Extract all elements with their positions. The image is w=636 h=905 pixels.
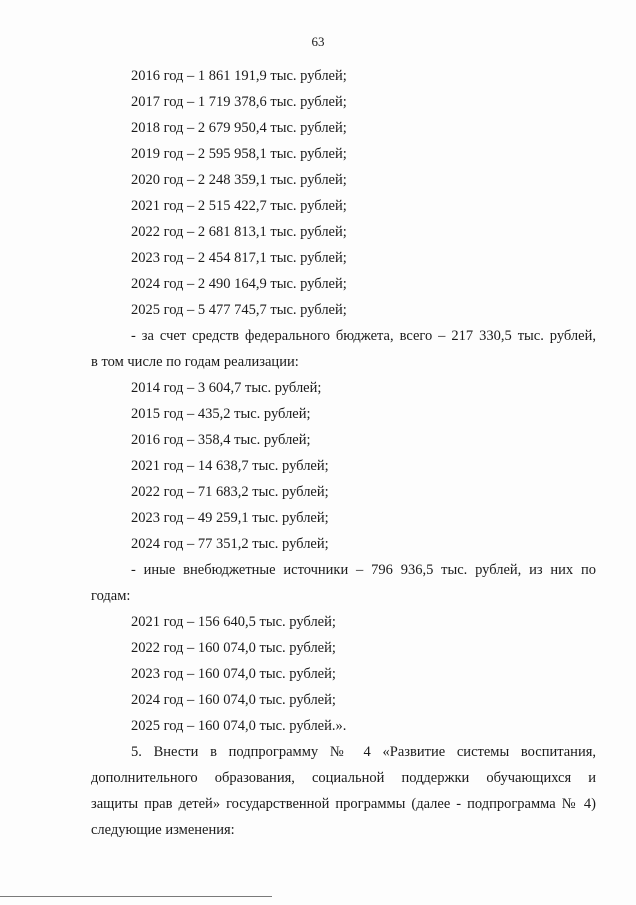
text-line: 2019 год – 2 595 958,1 тыс. рублей;: [131, 146, 347, 162]
text-line: годам:: [91, 588, 131, 604]
text-line: защиты прав детей» государственной программы (далее - подпрограмма № 4): [91, 796, 596, 812]
text-line: 2021 год – 14 638,7 тыс. рублей;: [131, 458, 329, 474]
text-line: 2023 год – 160 074,0 тыс. рублей;: [131, 666, 336, 682]
document-body: [91, 63, 596, 843]
text-line: 2024 год – 160 074,0 тыс. рублей;: [131, 692, 336, 708]
text-line: 2022 год – 2 681 813,1 тыс. рублей;: [131, 224, 347, 240]
text-line: 2023 год – 2 454 817,1 тыс. рублей;: [131, 250, 347, 266]
text-line: следующие изменения:: [91, 822, 235, 838]
text-line: в том числе по годам реализации:: [91, 354, 299, 370]
text-line: 2022 год – 160 074,0 тыс. рублей;: [131, 640, 336, 656]
text-line: 2025 год – 5 477 745,7 тыс. рублей;: [131, 302, 347, 318]
page-number: 63: [311, 34, 325, 49]
text-line: 2021 год – 2 515 422,7 тыс. рублей;: [131, 198, 347, 214]
text-line: 2025 год – 160 074,0 тыс. рублей.».: [131, 718, 347, 734]
text-line: дополнительного образования, социальной поддержки обучающихся и: [91, 770, 596, 786]
bottom-rule: [0, 896, 272, 897]
text-line: 2024 год – 77 351,2 тыс. рублей;: [131, 536, 329, 552]
text-line: 2018 год – 2 679 950,4 тыс. рублей;: [131, 120, 347, 136]
text-line: 2016 год – 1 861 191,9 тыс. рублей;: [131, 68, 347, 84]
text-line: 2023 год – 49 259,1 тыс. рублей;: [131, 510, 329, 526]
text-line: 5. Внести в подпрограмму № 4 «Развитие системы воспитания,: [131, 744, 596, 760]
text-line: 2015 год – 435,2 тыс. рублей;: [131, 406, 311, 422]
text-line: 2020 год – 2 248 359,1 тыс. рублей;: [131, 172, 347, 188]
text-line: 2016 год – 358,4 тыс. рублей;: [131, 432, 311, 448]
text-line: - за счет средств федерального бюджета, всего – 217 330,5 тыс. рублей,: [131, 328, 596, 344]
text-line: 2024 год – 2 490 164,9 тыс. рублей;: [131, 276, 347, 292]
text-line: 2021 год – 156 640,5 тыс. рублей;: [131, 614, 336, 630]
text-line: 2014 год – 3 604,7 тыс. рублей;: [131, 380, 322, 396]
text-line: - иные внебюджетные источники – 796 936,5 тыс. рублей, из них по: [131, 562, 596, 578]
text-line: 2017 год – 1 719 378,6 тыс. рублей;: [131, 94, 347, 110]
text-line: 2022 год – 71 683,2 тыс. рублей;: [131, 484, 329, 500]
